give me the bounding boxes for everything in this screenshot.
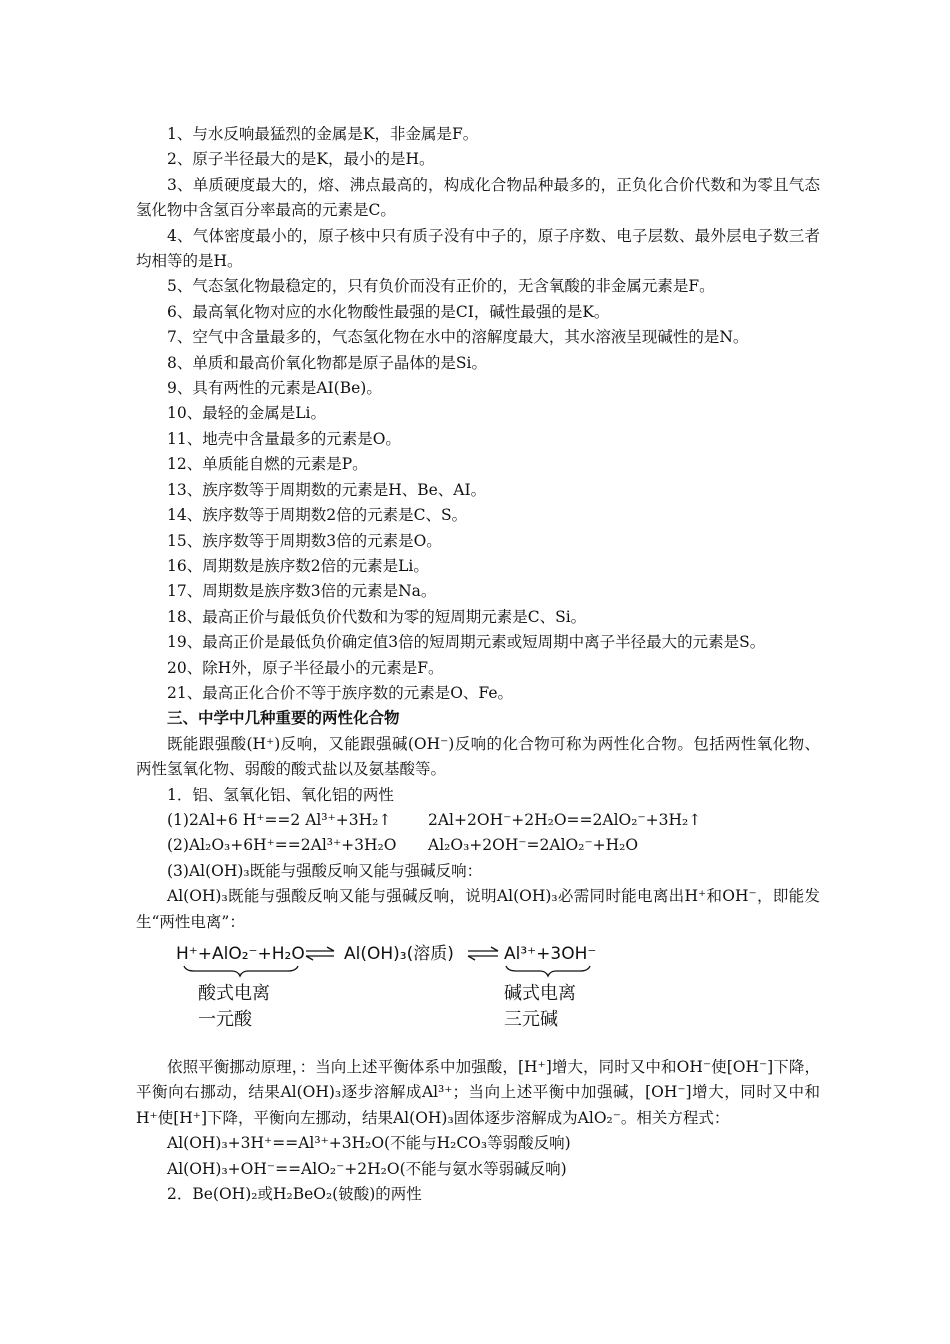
diagram-middle-formula: Al(OH)₃(溶质) <box>344 944 454 964</box>
equation-3: (3)Al(OH)₃既能与强酸反响又能与强碱反响： <box>167 861 483 880</box>
fact-item: 7、空气中含量最多的，气态氢化物在水中的溶解度最大，其水溶液呈现碱性的是N。 <box>167 328 749 347</box>
amphoteric-ionization-diagram <box>136 937 820 1033</box>
fact-item: 12、单质能自燃的元素是P。 <box>167 455 368 474</box>
equation-4: Al(OH)₃+3H⁺==Al³⁺+3H₂O(不能与H₂CO₃等弱酸反响) <box>167 1134 571 1153</box>
tribasic-base-label: 三元碱 <box>504 1009 558 1030</box>
monoprotic-acid-label: 一元酸 <box>198 1009 252 1030</box>
equation-row-1 <box>136 808 820 833</box>
subsection-title-2: 2．Be(OH)₂或H₂BeO₂(铍酸)的两性 <box>167 1185 422 1204</box>
fact-item: 11、地壳中含量最多的元素是O。 <box>167 429 401 448</box>
fact-item: 15、族序数等于周期数3倍的元素是O。 <box>167 531 442 550</box>
equation-row-2 <box>136 833 820 858</box>
section-heading: 三、中学中几种重要的两性化合物 <box>167 709 400 728</box>
fact-item: 1、与水反响最猛烈的金属是K，非金属是F。 <box>167 125 479 143</box>
fact-item: 14、族序数等于周期数2倍的元素是C、S。 <box>167 506 468 525</box>
base-ionization-label: 碱式电离 <box>504 983 576 1004</box>
equation-5: Al(OH)₃+OH⁻==AlO₂⁻+2H₂O(不能与氨水等弱碱反响) <box>167 1159 567 1178</box>
fact-item: 8、单质和最高价氧化物都是原子晶体的是Si。 <box>167 353 487 372</box>
fact-item: 18、最高正价与最低负价代数和为零的短周期元素是C、Si。 <box>167 607 587 626</box>
right-brace-icon <box>506 966 590 976</box>
fact-item: 6、最高氧化物对应的水化物酸性最强的是CI，碱性最强的是K。 <box>167 302 610 321</box>
fact-item: 20、除H外，原子半径最小的元素是F。 <box>167 658 444 677</box>
fact-item: 5、气态氢化物最稳定的，只有负价而没有正价的，无含氧酸的非金属元素是F。 <box>167 277 715 296</box>
acid-ionization-label: 酸式电离 <box>198 983 270 1004</box>
equilibrium-arrow-icon <box>468 947 498 960</box>
equation-2-left: (2)Al₂O₃+6H⁺==2Al³⁺+3H₂O <box>167 836 397 855</box>
section-intro: 既能跟强酸(H⁺)反响，又能跟强碱(OH⁻)反响的化合物可称为两性化合物。包括两性氧化物、两性氢氧化物、弱酸的酸式盐以及氨基酸等。 <box>136 734 820 779</box>
fact-item: 9、具有两性的元素是AI(Be)。 <box>167 379 382 398</box>
equilibrium-paragraph: 依照平衡挪动原理，：当向上述平衡体系中加强酸，[H⁺]增大，同时又中和OH⁻使[OH⁻]下降，平衡向右挪动，结果Al(OH)₃逐步溶解成Al³⁺；当向上述平衡中加强碱，[OH⁻]增大，同时又中和H⁺使[H⁺]下降，平衡向左挪动，结果Al(OH)₃固体逐步溶解成为AlO₂⁻。相关方程式： <box>136 1058 820 1127</box>
equation-1-left: (1)2Al+6 H⁺==2 Al³⁺+3H₂↑ <box>167 810 392 829</box>
fact-item: 21、最高正化合价不等于族序数的元素是O、Fe。 <box>167 683 514 702</box>
facts-list <box>136 122 820 706</box>
diagram-right-formula: Al³⁺+3OH⁻ <box>504 944 597 964</box>
fact-item: 17、周期数是族序数3倍的元素是Na。 <box>167 582 437 601</box>
diagram-left-formula: H⁺+AlO₂⁻+H₂O <box>176 944 305 964</box>
equation-2-right: Al₂O₃+2OH⁻=2AlO₂⁻+H₂O <box>428 836 639 855</box>
fact-item: 10、最轻的金属是Li。 <box>167 404 326 423</box>
fact-item: 16、周期数是族序数2倍的元素是Li。 <box>167 556 429 575</box>
fact-item: 4、气体密度最小的，原子核中只有质子没有中子的，原子序数、电子层数、最外层电子数三者均相等的是H。 <box>136 226 820 271</box>
equilibrium-arrow-icon <box>306 947 334 960</box>
subsection-title-1: 1．铝、氢氧化铝、氧化铝的两性 <box>167 785 394 804</box>
fact-item: 2、原子半径最大的是K，最小的是H。 <box>167 150 435 169</box>
equation-1-right: 2Al+2OH⁻+2H₂O==2AlO₂⁻+3H₂↑ <box>428 810 702 829</box>
fact-item: 3、单质硬度最大的，熔、沸点最高的，构成化合物品种最多的，正负化合价代数和为零且气态氢化物中含氢百分率最高的元素是C。 <box>136 175 820 220</box>
ionization-diagram-svg <box>136 937 820 1033</box>
document-page <box>136 122 820 1207</box>
explanation-paragraph: Al(OH)₃既能与强酸反响又能与强碱反响，说明Al(OH)₃必需同时能电离出H⁺和OH⁻，即能发生“两性电离”： <box>136 887 820 931</box>
fact-item: 19、最高正价是最低负价确定值3倍的短周期元素或短周期中离子半径最大的元素是S。 <box>167 633 766 652</box>
left-brace-icon <box>184 966 298 976</box>
fact-item: 13、族序数等于周期数的元素是H、Be、AI。 <box>167 480 487 499</box>
